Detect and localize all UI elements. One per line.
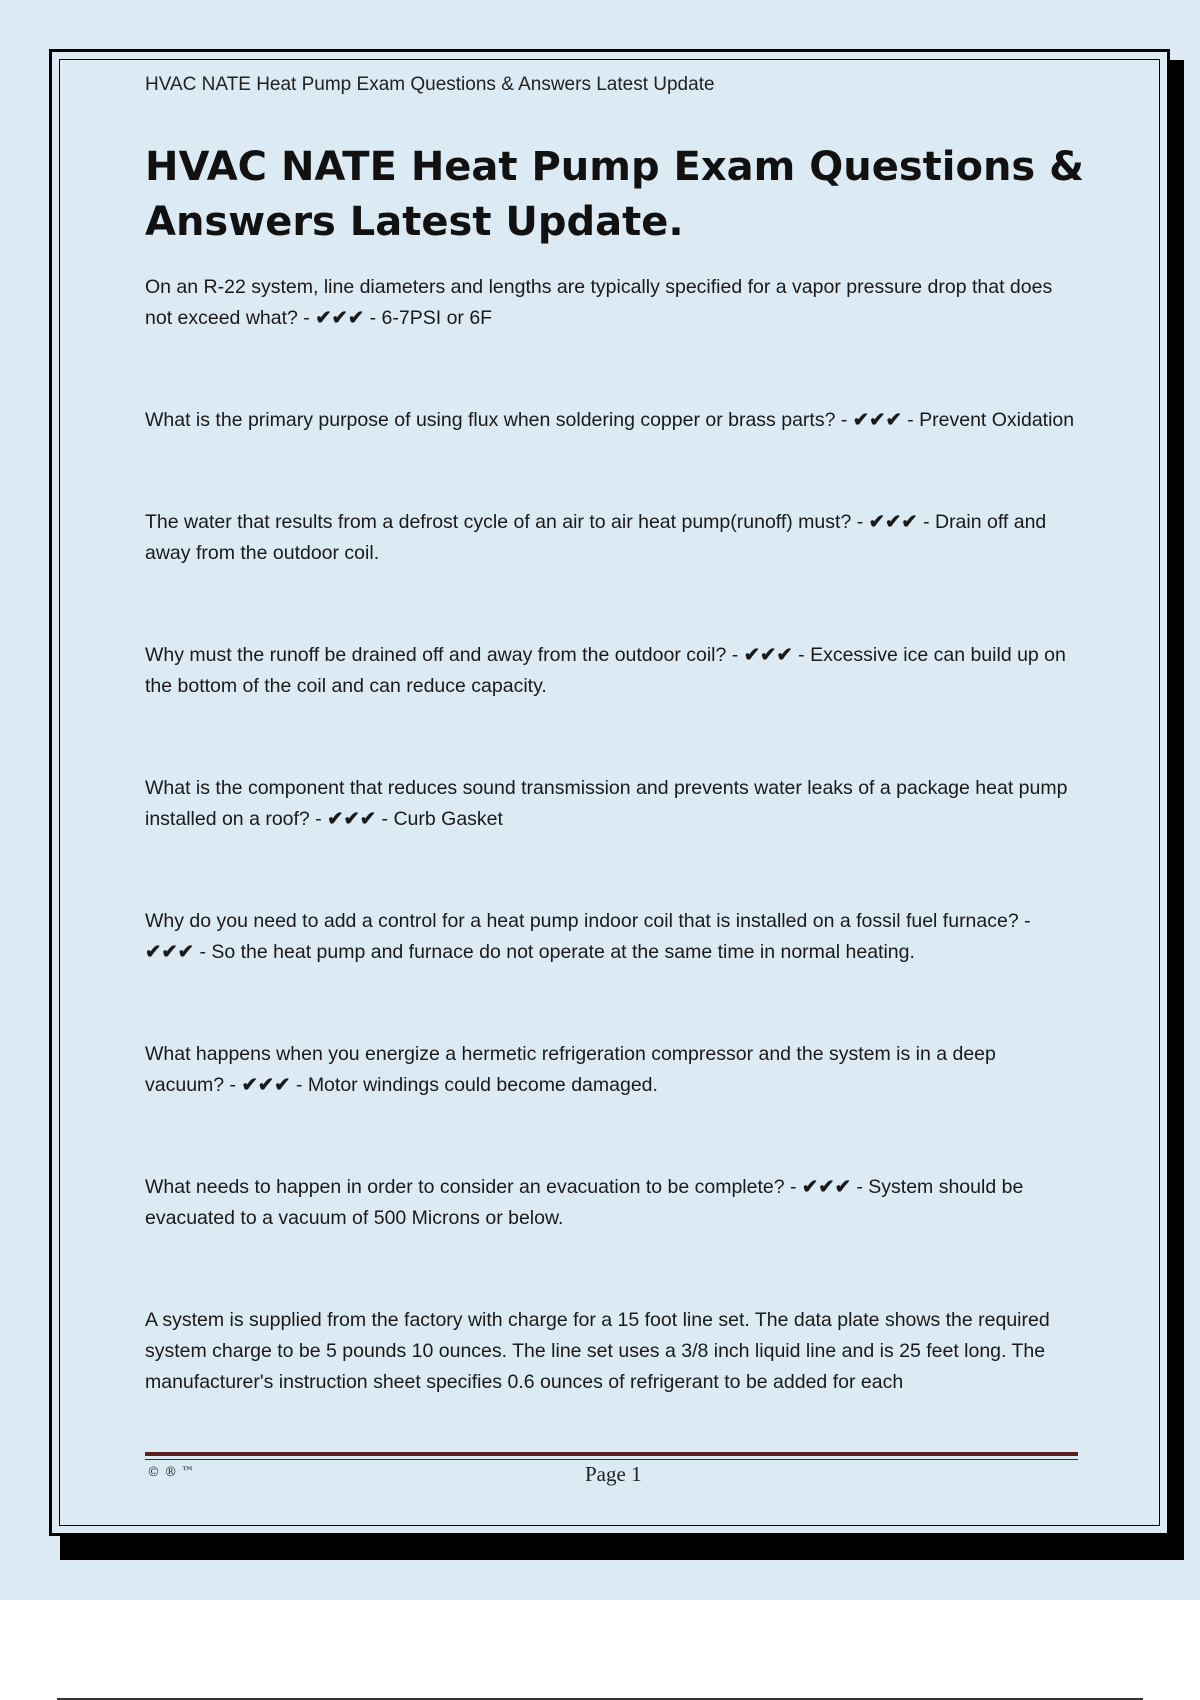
footer-rule [145, 1452, 1078, 1456]
qa-item [145, 507, 1080, 569]
answer-text: - Prevent Oxidation [901, 409, 1075, 431]
answer-text: - Excessive ice can build up on the bottom of the coil and can reduce capacity. [145, 644, 1066, 697]
checkmarks: ✔✔✔ [801, 1176, 851, 1198]
question-text: On an R-22 system, line diameters and lengths are typically specified for a vapor pressure drop that does not exceed what? - [145, 276, 1053, 329]
qa-list [145, 272, 1080, 1430]
question-text: Why do you need to add a control for a heat pump indoor coil that is installed on a fossil fuel furnace? - [145, 910, 1031, 932]
question-text: The water that results from a defrost cycle of an air to air heat pump(runoff) must? - [145, 511, 869, 533]
checkmarks: ✔✔✔ [743, 644, 793, 666]
answer-text: - Drain off and away from the outdoor coil. [145, 511, 1047, 564]
qa-item [145, 773, 1080, 835]
question-text: What is the primary purpose of using flux when soldering copper or brass parts? - [145, 409, 853, 431]
checkmarks: ✔✔✔ [327, 808, 377, 830]
qa-item [145, 405, 1080, 436]
checkmarks: ✔✔✔ [315, 307, 365, 329]
answer-text: - So the heat pump and furnace do not operate at the same time in normal heating. [194, 941, 915, 963]
question-text: What happens when you energize a hermetic refrigeration compressor and the system is in a deep vacuum? - [145, 1043, 996, 1096]
document-title: HVAC NATE Heat Pump Exam Questions & Answers Latest Update. [145, 144, 1085, 245]
qa-item [145, 1305, 1080, 1398]
question-text: What is the component that reduces sound transmission and prevents water leaks of a package heat pump installed on a roof? - [145, 777, 1068, 830]
qa-item [145, 272, 1080, 334]
checkmarks: ✔✔✔ [852, 409, 902, 431]
running-header: HVAC NATE Heat Pump Exam Questions & Answers Latest Update [145, 74, 715, 95]
qa-item [145, 1039, 1080, 1101]
checkmarks: ✔✔✔ [145, 941, 195, 963]
checkmarks: ✔✔✔ [241, 1074, 291, 1096]
footer-symbols: © ® ™ [147, 1465, 195, 1480]
answer-text: - 6-7PSI or 6F [364, 307, 493, 329]
qa-item [145, 640, 1080, 702]
qa-item [145, 906, 1080, 968]
qa-item [145, 1172, 1080, 1234]
question-text: What needs to happen in order to consider an evacuation to be complete? - [145, 1176, 802, 1198]
answer-text: - System should be evacuated to a vacuum of 500 Microns or below. [145, 1176, 1024, 1229]
question-text: A system is supplied from the factory with charge for a 15 foot line set. The data plate shows the required system charge to be 5 pounds 10 ounces. The line set uses a 3/8 inch liquid line and is 25 feet long. The manufacturer's instruction sheet specifies 0.6 ounces of refrigerant to be added for each [145, 1309, 1050, 1393]
checkmarks: ✔✔✔ [868, 511, 918, 533]
answer-text: - Curb Gasket [376, 808, 503, 830]
question-text: Why must the runoff be drained off and away from the outdoor coil? - [145, 644, 744, 666]
answer-text: - Motor windings could become damaged. [290, 1074, 658, 1096]
footer-rule-thin [145, 1459, 1078, 1460]
page-number: Page 1 [585, 1462, 642, 1486]
